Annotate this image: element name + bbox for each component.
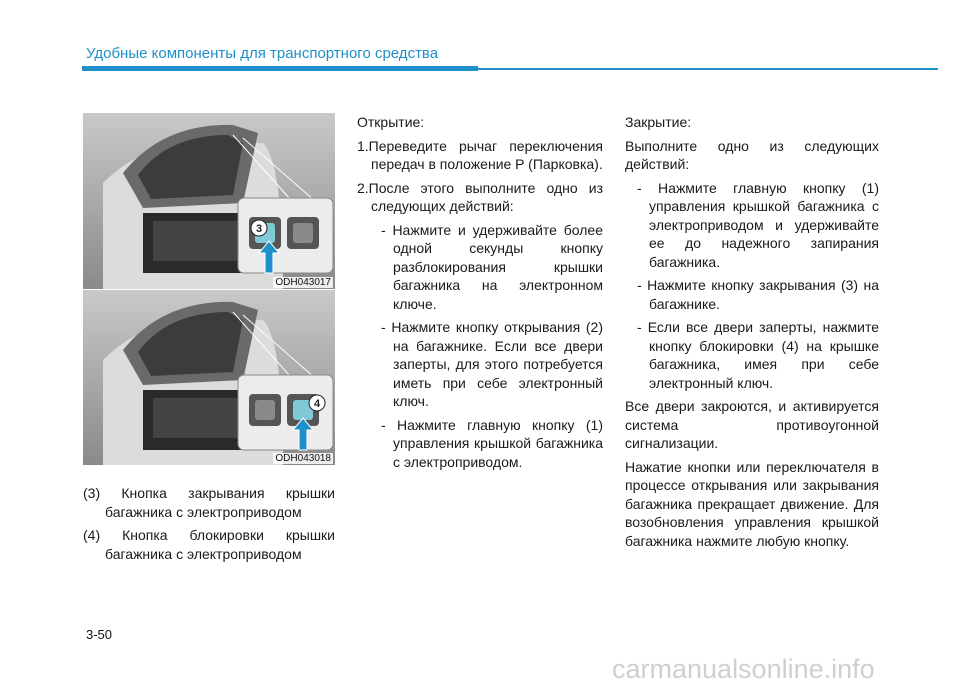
opening-step-1: 1.Переведите рычаг переключения передач в положение P (Парковка). [357,137,603,172]
badge-3: 3 [255,223,263,235]
opening-heading: Открытие: [357,114,425,130]
figure-code-2: ODH043018 [275,453,331,464]
closing-paragraph-2: Нажатие кнопки или переключателя в процессе открывания или закрывания багажника прекращает движение. Для возобновления управления крышкой багажника нажмите любую кнопку. [625,458,879,549]
opening-step-2: 2.После этого выполните одно из следующих действий: [357,179,603,214]
closing-bullet-3: - Если все двери заперты, нажмите кнопку блокировки (4) на крышке багажника, имея при себе электронный ключ. [637,319,879,391]
header-rule [478,68,938,70]
figure-legend [83,484,335,568]
figure-trunk-close-button [83,113,335,289]
closing-bullet-1: - Нажмите главную кнопку (1) управления крышкой багажника с электроприводом и удерживайте ее до надежного запирания багажника. [637,179,879,270]
watermark: carmanualsonline.info [612,654,875,684]
legend-item-3: (3) Кнопка закрывания крышки багажника с электроприводом [83,485,335,520]
opening-bullet-1: - Нажмите и удерживайте более одной секунды кнопку разблокирования крышки багажника на электронном ключе. [381,221,603,312]
header-title: Удобные компоненты для транспортного средства [86,45,439,62]
closing-heading: Закрытие: [625,114,692,130]
opening-bullet-3: - Нажмите главную кнопку (1) управления крышкой багажника с электроприводом. [381,416,603,470]
closing-intro: Выполните одно из следующих действий: [625,137,879,172]
legend-item-4: (4) Кнопка блокировки крышки багажника с электроприводом [83,527,335,562]
figure-trunk-lock-button [83,290,335,465]
closing-section [625,113,879,555]
opening-bullet-2: - Нажмите кнопку открывания (2) на багажнике. Если все двери заперты, для этого потребуется иметь при себе электронный ключ. [381,319,603,409]
closing-bullet-2: - Нажмите кнопку закрывания (3) на багажнике. [637,277,879,312]
figure-code-1: ODH043017 [275,277,331,288]
trunk-photo-1 [83,113,335,289]
badge-4: 4 [313,398,321,410]
header-bar [82,66,478,71]
closing-paragraph-1: Все двери закроются, и активируется система противоугонной сигнализации. [625,398,879,451]
opening-section [357,113,603,476]
trunk-photo-2 [83,290,335,465]
page-number: 3-50 [86,627,113,642]
